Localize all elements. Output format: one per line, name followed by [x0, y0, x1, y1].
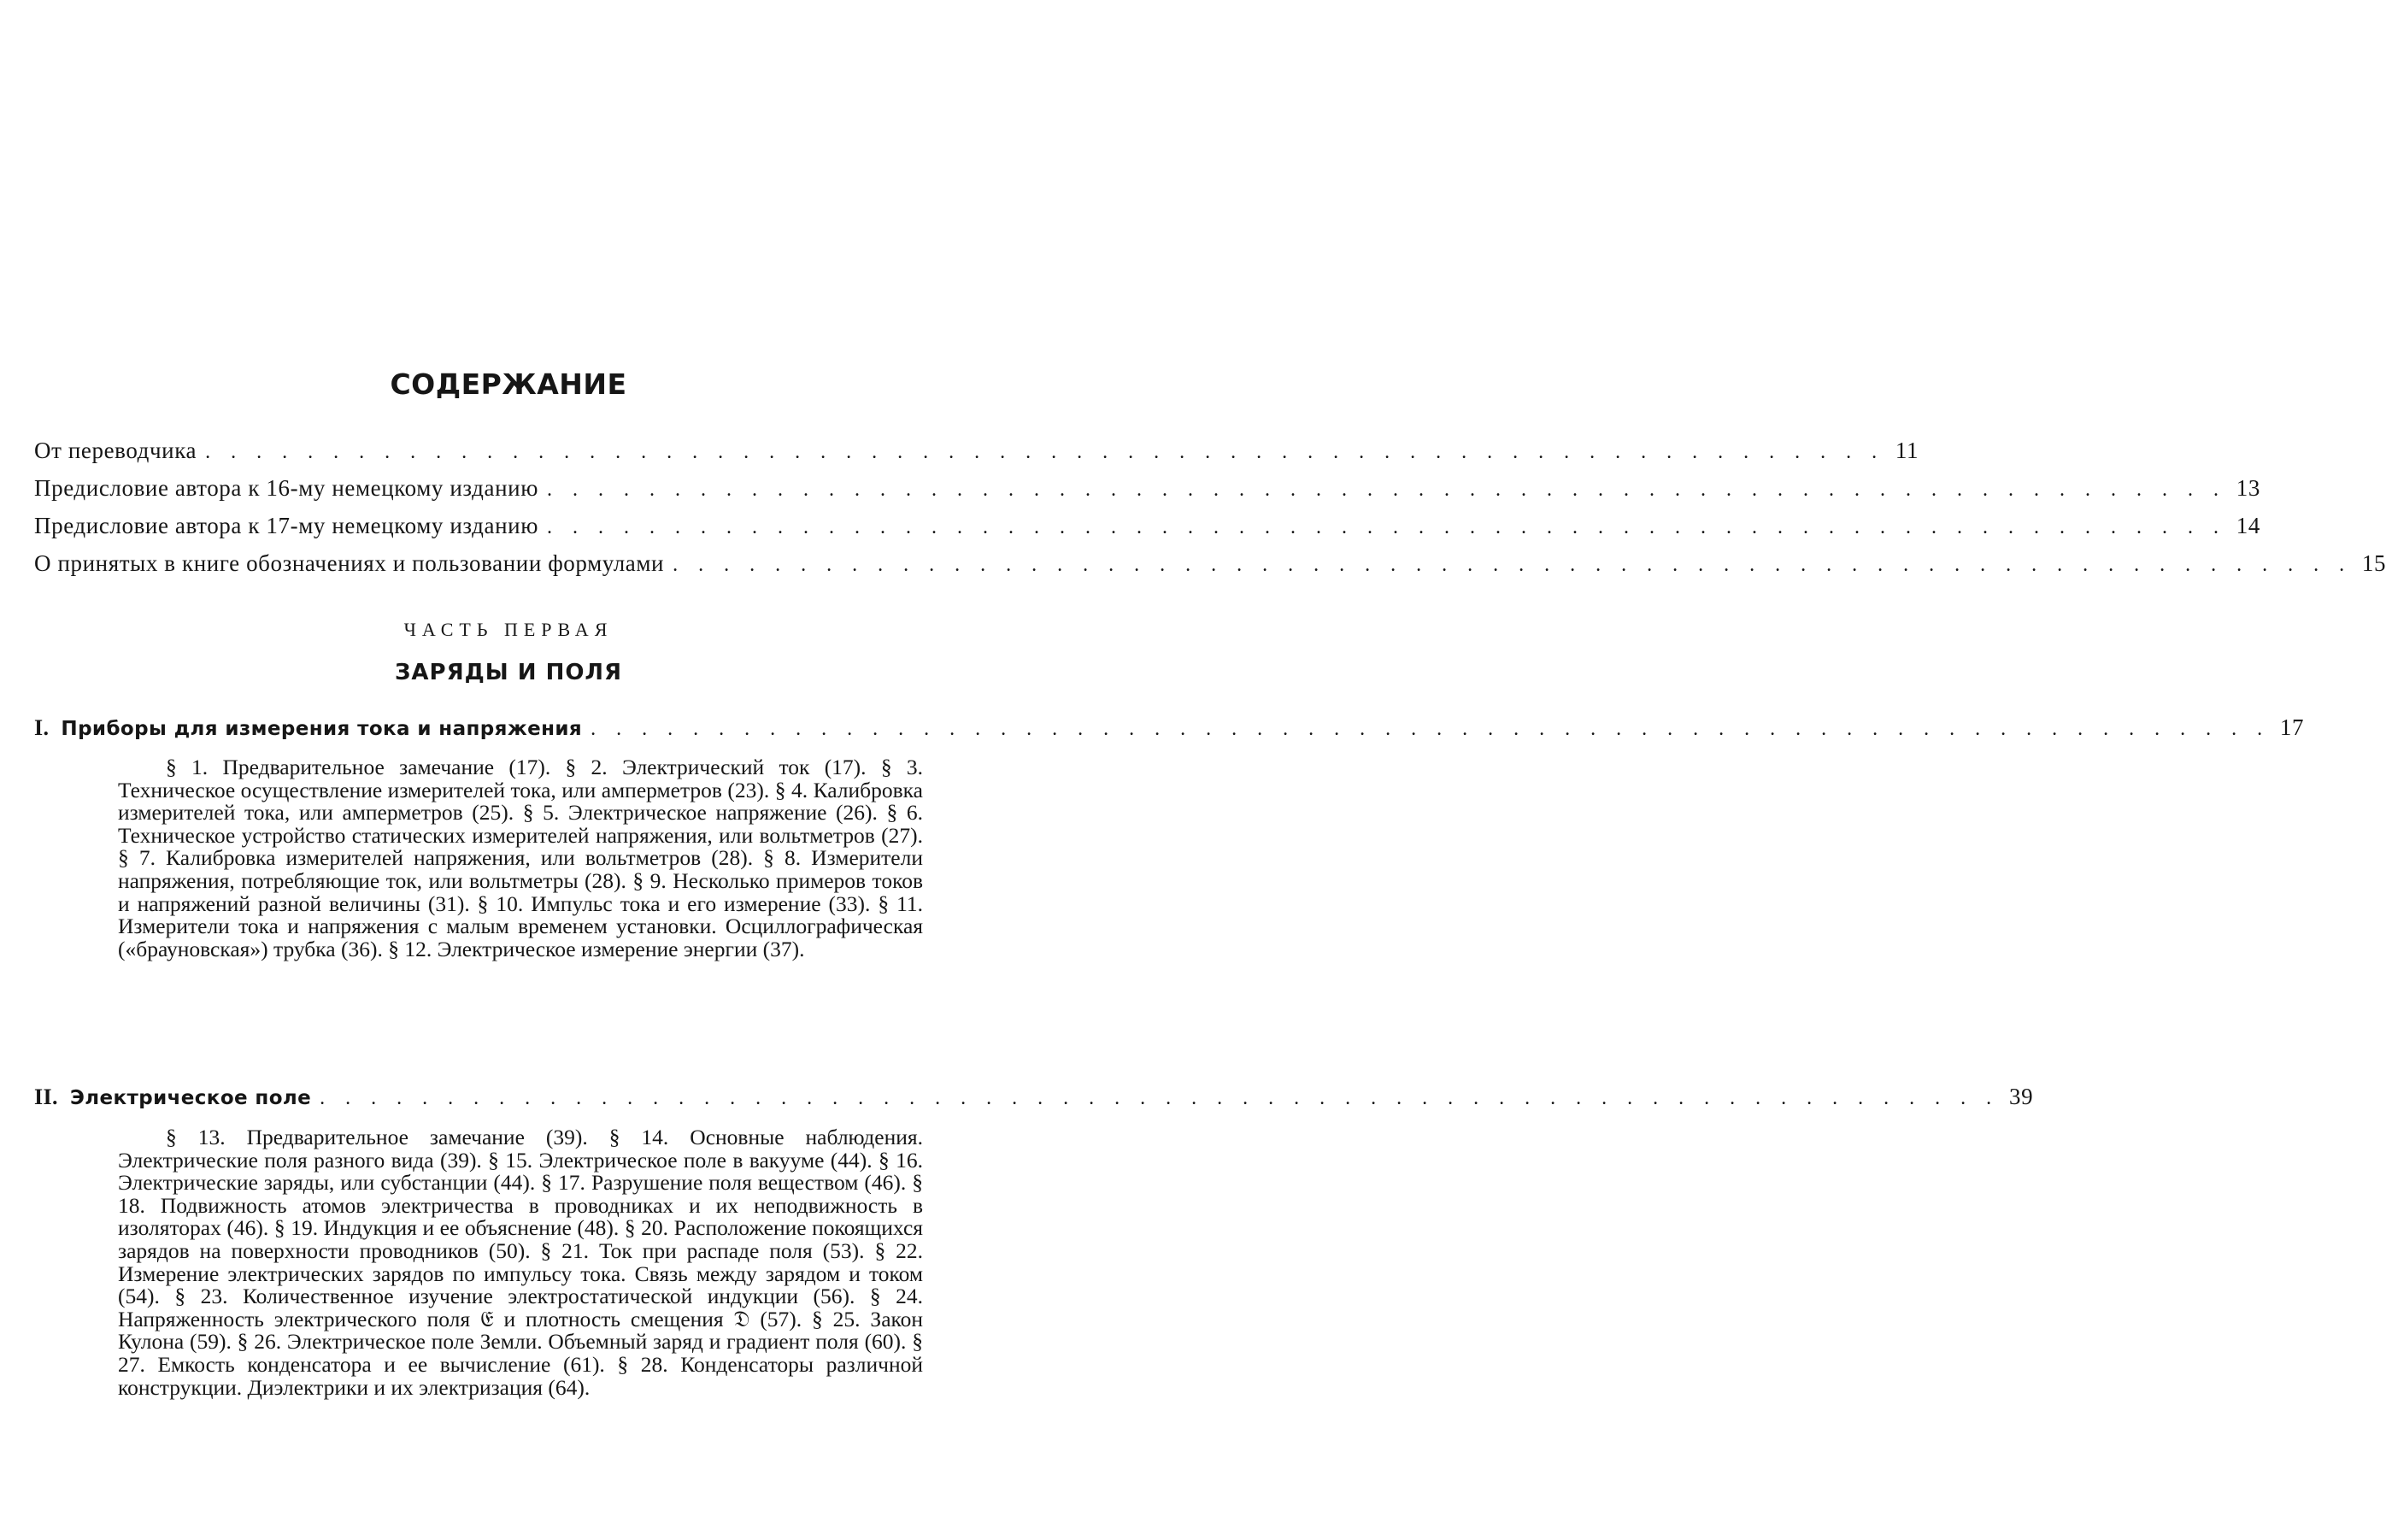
chapter-title: Приборы для измерения тока и напряжения: [61, 718, 583, 740]
chapter-number: II.: [34, 1084, 58, 1109]
chapter-heading: [34, 715, 582, 741]
toc-page-number: 13: [2236, 475, 2260, 501]
toc-page-number: 11: [1895, 438, 1919, 463]
leader-dots: . . . . . . . . . . . . . . . . . . . . . . . . . . . . . . . . . . . . . . . . . . . . . . . . . . . . . . . . . . . . . . . . . .: [673, 554, 2353, 576]
chapter-number: I.: [34, 715, 50, 740]
page-title: СОДЕРЖАНИЕ: [390, 367, 627, 401]
toc-page-number: 17: [2279, 714, 2305, 740]
toc-entry-label: Предисловие автора к 16-му немецкому изданию: [34, 475, 538, 501]
chapter-2-sections: § 13. Предварительное замечание (39). § 14. Основные наблюдения. Электрические поля разного вида (39). § 15. Электрическое поле в вакууме (44). § 16. Электрические заряды, или субстанции (44). § 17. Разрушение поля веществом (46). § 18. Подвижность атомов электричества в проводниках и их неподвижность в изоляторах (46). § 19. Индукция и ее объяснение (48). § 20. Расположение покоящихся зарядов на поверхности проводников (50). § 21. Ток при распаде поля (53). § 22. Измерение электрических зарядов по импульсу тока. Связь между зарядом и током (54). § 23. Количественное изучение электростатической индукции (56). § 24. Напряженность электрического поля 𝔈 и плотность смещения 𝔇 (57). § 25. Закон Кулона (59). § 26. Электрическое поле Земли. Объемный заряд и градиент поля (60). § 27. Емкость конденсатора и ее вычисление (61). § 28. Конденсаторы различной конструкции. Диэлектрики и их электризация (64).: [118, 1125, 923, 1400]
leader-dots: . . . . . . . . . . . . . . . . . . . . . . . . . . . . . . . . . . . . . . . . . . . . . . . . . . . . . . . . . . . . . . . . . .: [205, 441, 1885, 463]
toc-page-number: 14: [2236, 513, 2260, 538]
part-title: ЗАРЯДЫ И ПОЛЯ: [394, 660, 623, 685]
toc-entry-translator-note[interactable]: [34, 438, 1919, 464]
toc-chapter-1[interactable]: [34, 714, 2305, 741]
toc-entry-preface-16[interactable]: [34, 475, 2260, 502]
leader-dots: . . . . . . . . . . . . . . . . . . . . . . . . . . . . . . . . . . . . . . . . . . . . . . . . . . . . . . . . . . . . . . . . . .: [320, 1087, 2000, 1109]
toc-page-number: 15: [2361, 550, 2386, 576]
leader-dots: . . . . . . . . . . . . . . . . . . . . . . . . . . . . . . . . . . . . . . . . . . . . . . . . . . . . . . . . . . . . . . . . . .: [591, 718, 2271, 740]
chapter-heading: [34, 1084, 311, 1110]
toc-entry-label: Предисловие автора к 17-му немецкому изданию: [34, 513, 538, 538]
toc-entry-label: От переводчика: [34, 438, 197, 463]
toc-page-number: 39: [2008, 1084, 2034, 1109]
toc-chapter-2[interactable]: [34, 1084, 2034, 1110]
leader-dots: . . . . . . . . . . . . . . . . . . . . . . . . . . . . . . . . . . . . . . . . . . . . . . . . . . . . . . . . . . . . . . . . . .: [546, 479, 2226, 501]
toc-entry-notation[interactable]: [34, 550, 2386, 577]
chapter-1-sections: § 1. Предварительное замечание (17). § 2. Электрический ток (17). § 3. Техническое осуществление измерителей тока, или амперметров (23). § 4. Калибровка измерителей тока, или амперметров (25). § 5. Электрическое напряжение (26). § 6. Техническое устройство статических измерителей напряжения, или вольтметров (27). § 7. Калибровка измерителей напряжения, или вольтметров (28). § 8. Измерители напряжения, потребляющие ток, или вольтметры (28). § 9. Несколько примеров токов и напряжений разной величины (31). § 10. Импульс тока и его измерение (33). § 11. Измерители тока и напряжения с малым временем установки. Осциллографическая («брауновская») трубка (36). § 12. Электрическое измерение энергии (37).: [118, 755, 923, 961]
toc-entry-label: О принятых в книге обозначениях и пользовании формулами: [34, 550, 665, 576]
contents-page: [34, 0, 2386, 1540]
toc-entry-preface-17[interactable]: [34, 513, 2260, 539]
part-label: ЧАСТЬ ПЕРВАЯ: [403, 619, 614, 640]
chapter-title: Электрическое поле: [69, 1087, 312, 1109]
leader-dots: . . . . . . . . . . . . . . . . . . . . . . . . . . . . . . . . . . . . . . . . . . . . . . . . . . . . . . . . . . . . . . . . . .: [546, 516, 2226, 538]
